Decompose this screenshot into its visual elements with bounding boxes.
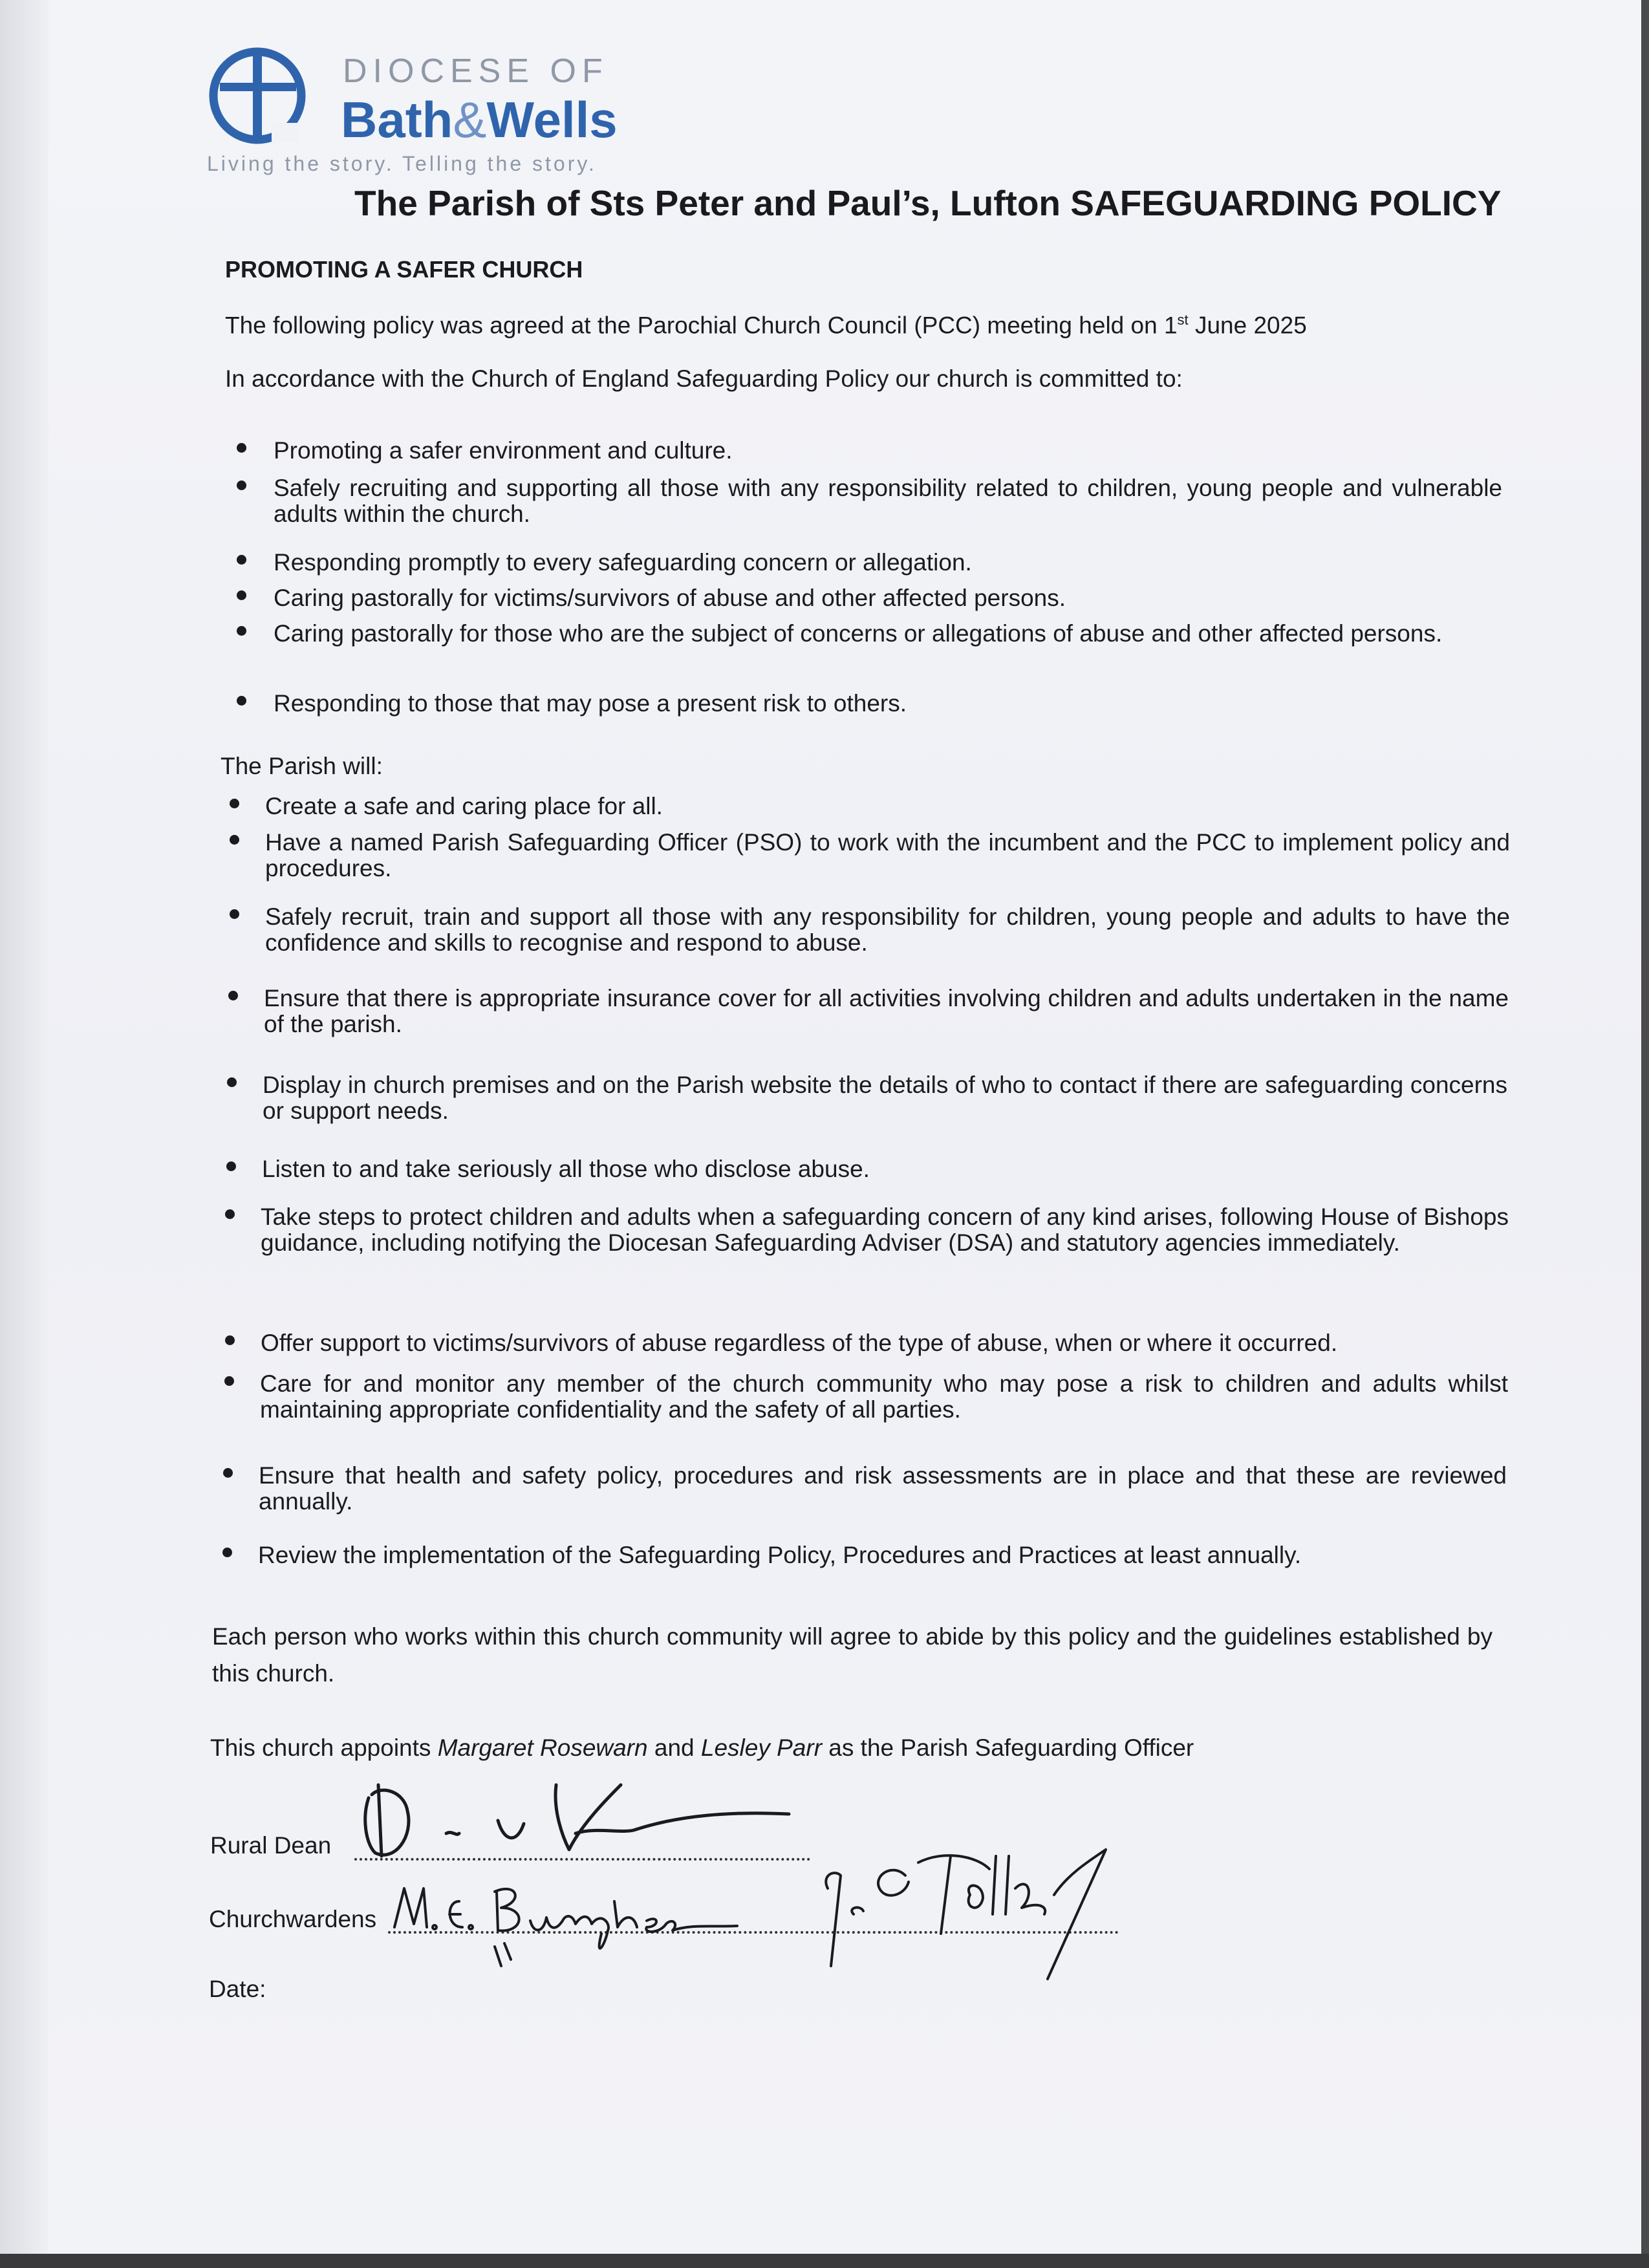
list-item-text: Offer support to victims/survivors of abuse regardless of the type of abuse, when or where it occurred. (261, 1330, 1338, 1356)
bullet (230, 909, 239, 919)
rural-dean-label: Rural Dean (210, 1832, 332, 1859)
diocese-cross-icon (207, 45, 310, 149)
list-item (265, 904, 1510, 956)
list-item-text: Have a named Parish Safeguarding Officer (PSO) to work with the incumbent and the PCC to implement policy and procedures. (265, 829, 1510, 881)
list-item (274, 691, 1502, 717)
list-item-text: Care for and monitor any member of the church community who may pose a risk to children and adults whilst maintaining appropriate confidentiality and the safety of all parties. (260, 1370, 1508, 1423)
list-item (274, 585, 1502, 611)
list-item (265, 830, 1510, 881)
appoints-statement (210, 1733, 1194, 1763)
list-item (265, 794, 1510, 819)
agreed-text: The following policy was agreed at the Parochial Church Council (PCC) meeting held on 1 (225, 312, 1178, 339)
bullet (224, 1376, 234, 1386)
appoints-and: and (647, 1734, 701, 1761)
list-item (262, 1156, 1507, 1182)
bullet (237, 443, 246, 453)
list-item (274, 438, 1502, 464)
list-item-text: Promoting a safer environment and culture. (274, 437, 733, 464)
list-item-text: Safely recruit, train and support all those with any responsibility for children, young people and adults to have the confidence and skills to recognise and respond to abuse. (265, 903, 1510, 956)
logo-bath-wells (341, 91, 618, 149)
logo-wells: Wells (486, 91, 618, 148)
churchwarden-signature-2 (802, 1837, 1177, 1992)
list-item-text: Display in church premises and on the Parish website the details of who to contact if there are safeguarding concerns or support needs. (263, 1072, 1507, 1124)
scan-edge-bottom (0, 2254, 1649, 2268)
bullet (226, 1161, 236, 1171)
agreed-ordinal: st (1177, 312, 1189, 328)
committed-statement: In accordance with the Church of England Safeguarding Policy our church is committed to: (225, 365, 1183, 392)
bullet (237, 481, 246, 490)
list-item (261, 1204, 1509, 1256)
bullet (222, 1548, 232, 1557)
list-item-text: Responding to those that may pose a present risk to others. (274, 690, 907, 717)
bullet (237, 590, 246, 600)
agreed-statement (225, 305, 1307, 340)
rural-dean-signature (349, 1772, 815, 1869)
scan-shadow-left (0, 0, 48, 2268)
list-item-text: Responding promptly to every safeguarding concern or allegation. (274, 549, 972, 576)
pso-name-1: Margaret Rosewarn (437, 1734, 648, 1761)
bullet (228, 991, 238, 1000)
parish-will-label: The Parish will: (221, 753, 383, 779)
list-item (260, 1371, 1508, 1423)
section-heading: PROMOTING A SAFER CHURCH (225, 256, 583, 283)
diocese-logo (207, 45, 660, 181)
list-item-text: Listen to and take seriously all those who disclose abuse. (262, 1156, 870, 1182)
list-item-text: Create a safe and caring place for all. (265, 793, 663, 819)
churchwardens-label: Churchwardens (209, 1906, 377, 1932)
list-item (264, 986, 1509, 1037)
list-item (274, 475, 1502, 527)
appoints-prefix: This church appoints (210, 1734, 438, 1761)
list-item (261, 1330, 1509, 1356)
bullet (223, 1468, 233, 1478)
bullet (230, 835, 239, 845)
bullet (225, 1209, 235, 1219)
bullet (230, 799, 239, 808)
list-item (259, 1463, 1507, 1515)
logo-ampersand: & (453, 91, 487, 148)
pso-name-2: Lesley Parr (700, 1734, 823, 1761)
bullet (225, 1335, 235, 1345)
list-item (274, 621, 1502, 647)
bullet (237, 626, 246, 636)
policy-title: The Parish of Sts Peter and Paul’s, Lufton SAFEGUARDING POLICY (354, 183, 1502, 223)
list-item (263, 1072, 1507, 1124)
agreed-date: June 2025 (1188, 312, 1307, 339)
list-item (258, 1542, 1506, 1568)
churchwarden-signature-1 (388, 1863, 750, 1972)
list-item-text: Ensure that health and safety policy, procedures and risk assessments are in place and that these are reviewed annually. (259, 1462, 1507, 1515)
bullet (237, 696, 246, 706)
logo-tagline: Living the story. Telling the story. (207, 152, 597, 175)
bullet (227, 1077, 237, 1087)
bullet (237, 555, 246, 565)
scan-edge-right (1641, 0, 1649, 2268)
list-item-text: Ensure that there is appropriate insurance cover for all activities involving children and adults undertaken in the name of the parish. (264, 985, 1509, 1037)
list-item (274, 550, 1502, 576)
list-item-text: Review the implementation of the Safeguarding Policy, Procedures and Practices at least annually. (258, 1542, 1302, 1568)
list-item-text: Safely recruiting and supporting all those with any responsibility related to children, young people and vulnerable adults within the church. (274, 475, 1502, 527)
appoints-suffix: as the Parish Safeguarding Officer (822, 1734, 1194, 1761)
logo-bath: Bath (341, 91, 453, 148)
abide-statement: Each person who works within this church community will agree to abide by this policy and the guidelines established by this church. (212, 1623, 1493, 1687)
list-item-text: Caring pastorally for victims/survivors of abuse and other affected persons. (274, 585, 1066, 611)
list-item-text: Take steps to protect children and adults when a safeguarding concern of any kind arises, following House of Bishops guidance, including notifying the Diocesan Safeguarding Adviser (DSA) and statutory agencies immediately. (261, 1204, 1509, 1256)
list-item-text: Caring pastorally for those who are the subject of concerns or allegations of abuse and other affected persons. (274, 620, 1443, 647)
logo-diocese-of: DIOCESE OF (343, 52, 609, 90)
date-label: Date: (209, 1976, 266, 2002)
